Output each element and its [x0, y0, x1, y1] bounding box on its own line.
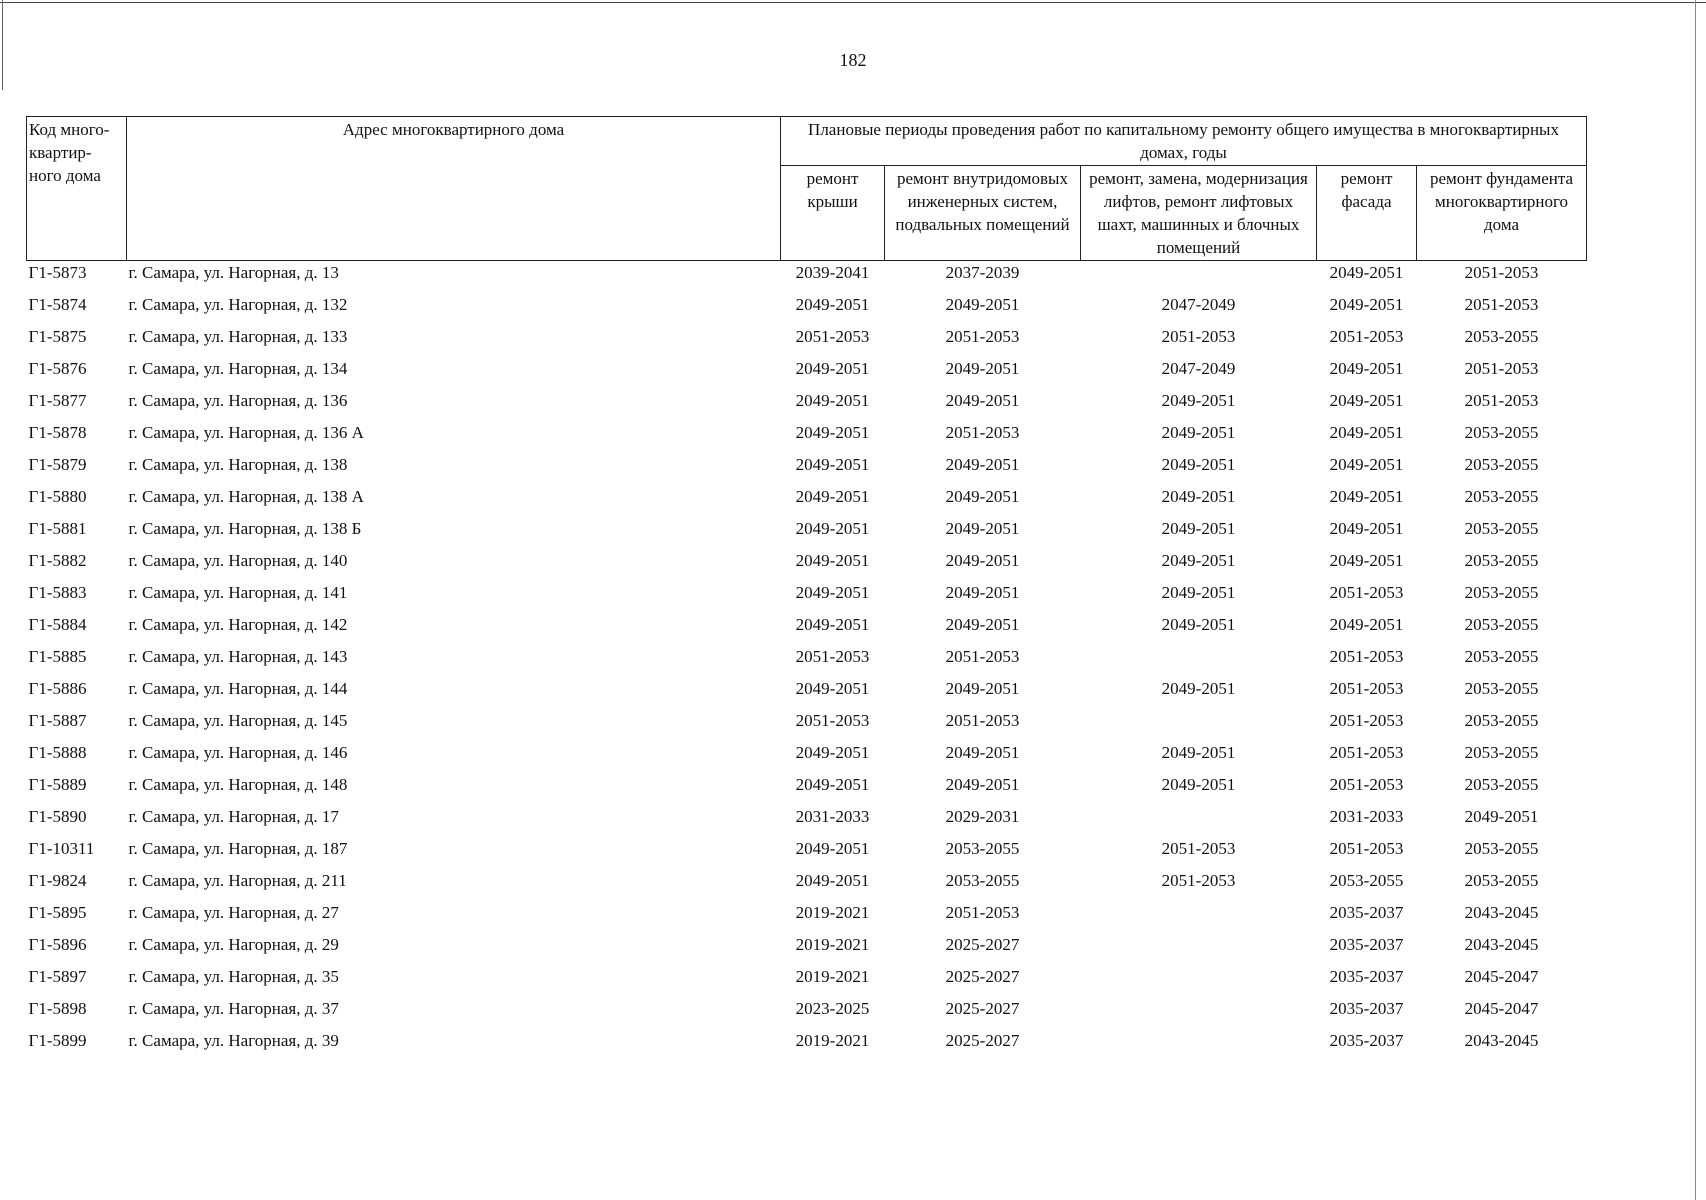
table-row: [27, 967, 1587, 999]
cell-foundation: 2053-2055: [1464, 615, 1539, 634]
cell-engineering: 2049-2051: [945, 295, 1020, 314]
cell-facade: 2035-2037: [1329, 1031, 1404, 1050]
cell-facade: 2051-2053: [1329, 711, 1404, 730]
cell-facade: 2051-2053: [1329, 839, 1404, 858]
cell-foundation: 2043-2045: [1464, 903, 1539, 922]
cell-code: Г1-5890: [28, 807, 87, 826]
cell-engineering: 2049-2051: [945, 359, 1020, 378]
cell-elevators: 2049-2051: [1161, 455, 1236, 474]
cell-elevators: 2047-2049: [1161, 295, 1236, 314]
cell-roof: 2051-2053: [795, 327, 870, 346]
cell-roof: 2049-2051: [795, 391, 870, 410]
cell-facade: 2035-2037: [1329, 935, 1404, 954]
cell-address: г. Самара, ул. Нагорная, д. 13: [128, 263, 339, 282]
cell-elevators: 2049-2051: [1161, 423, 1236, 442]
cell-elevators: [1081, 967, 1317, 999]
table-body: [27, 261, 1587, 1064]
cell-facade: 2049-2051: [1329, 423, 1404, 442]
cell-facade: 2053-2055: [1329, 871, 1404, 890]
table-row: [27, 615, 1587, 647]
cell-code: Г1-5879: [28, 455, 87, 474]
cell-code: Г1-9824: [28, 871, 87, 890]
cell-code: Г1-5888: [28, 743, 87, 762]
left-border-line: [2, 0, 3, 90]
cell-address: г. Самара, ул. Нагорная, д. 142: [128, 615, 348, 634]
cell-foundation: 2045-2047: [1464, 967, 1539, 986]
cell-facade: 2051-2053: [1329, 775, 1404, 794]
cell-engineering: 2051-2053: [945, 423, 1020, 442]
cell-address: г. Самара, ул. Нагорная, д. 138 А: [128, 487, 364, 506]
cell-code: Г1-5873: [28, 263, 87, 282]
cell-elevators: 2049-2051: [1161, 679, 1236, 698]
table-row: [27, 1031, 1587, 1063]
cell-engineering: 2051-2053: [945, 327, 1020, 346]
top-border-line: [0, 2, 1706, 3]
cell-elevators: [1081, 807, 1317, 839]
cell-engineering: 2025-2027: [945, 1031, 1020, 1050]
cell-engineering: 2049-2051: [945, 551, 1020, 570]
cell-elevators: [1081, 1031, 1317, 1063]
cell-code: Г1-10311: [28, 839, 95, 858]
cell-elevators: 2047-2049: [1161, 359, 1236, 378]
col-header-foundation: ремонт фундамента многоквартирного дома: [1417, 166, 1587, 261]
cell-foundation: 2053-2055: [1464, 487, 1539, 506]
cell-elevators: 2049-2051: [1161, 487, 1236, 506]
table-row: [27, 871, 1587, 903]
cell-code: Г1-5874: [28, 295, 87, 314]
cell-roof: 2049-2051: [795, 519, 870, 538]
cell-address: г. Самара, ул. Нагорная, д. 134: [128, 359, 348, 378]
cell-code: Г1-5899: [28, 1031, 87, 1050]
cell-foundation: 2051-2053: [1464, 359, 1539, 378]
cell-engineering: 2051-2053: [945, 647, 1020, 666]
cell-roof: 2019-2021: [795, 903, 870, 922]
cell-roof: 2019-2021: [795, 935, 870, 954]
cell-address: г. Самара, ул. Нагорная, д. 145: [128, 711, 348, 730]
cell-roof: 2049-2051: [795, 871, 870, 890]
cell-roof: 2049-2051: [795, 615, 870, 634]
cell-foundation: 2053-2055: [1464, 551, 1539, 570]
cell-foundation: 2043-2045: [1464, 935, 1539, 954]
cell-facade: 2049-2051: [1329, 615, 1404, 634]
cell-facade: 2049-2051: [1329, 359, 1404, 378]
cell-foundation: 2053-2055: [1464, 871, 1539, 890]
cell-address: г. Самара, ул. Нагорная, д. 133: [128, 327, 348, 346]
cell-address: г. Самара, ул. Нагорная, д. 29: [128, 935, 339, 954]
cell-code: Г1-5882: [28, 551, 87, 570]
cell-code: Г1-5885: [28, 647, 87, 666]
cell-elevators: 2051-2053: [1161, 839, 1236, 858]
cell-elevators: [1081, 711, 1317, 743]
cell-engineering: 2025-2027: [945, 935, 1020, 954]
cell-code: Г1-5889: [28, 775, 87, 794]
table-row: [27, 775, 1587, 807]
cell-engineering: 2051-2053: [945, 711, 1020, 730]
col-header-code: Код много-квартир-ного дома: [27, 117, 127, 261]
cell-code: Г1-5878: [28, 423, 87, 442]
cell-facade: 2049-2051: [1329, 519, 1404, 538]
cell-engineering: 2049-2051: [945, 679, 1020, 698]
cell-code: Г1-5886: [28, 679, 87, 698]
table-row: [27, 487, 1587, 519]
table-row: [27, 711, 1587, 743]
cell-foundation: 2053-2055: [1464, 775, 1539, 794]
cell-address: г. Самара, ул. Нагорная, д. 132: [128, 295, 348, 314]
cell-engineering: 2049-2051: [945, 455, 1020, 474]
cell-engineering: 2049-2051: [945, 615, 1020, 634]
cell-foundation: 2051-2053: [1464, 263, 1539, 282]
cell-address: г. Самара, ул. Нагорная, д. 138: [128, 455, 348, 474]
cell-elevators: 2049-2051: [1161, 519, 1236, 538]
table-row: [27, 839, 1587, 871]
cell-code: Г1-5895: [28, 903, 87, 922]
cell-roof: 2049-2051: [795, 359, 870, 378]
cell-elevators: 2051-2053: [1161, 871, 1236, 890]
table-row: [27, 935, 1587, 967]
cell-engineering: 2053-2055: [945, 839, 1020, 858]
cell-foundation: 2053-2055: [1464, 647, 1539, 666]
page-number: 182: [839, 50, 867, 70]
cell-code: Г1-5883: [28, 583, 87, 602]
cell-code: Г1-5896: [28, 935, 87, 954]
table-header: [27, 117, 1587, 261]
cell-address: г. Самара, ул. Нагорная, д. 17: [128, 807, 339, 826]
cell-elevators: [1081, 903, 1317, 935]
cell-elevators: 2049-2051: [1161, 551, 1236, 570]
cell-foundation: 2043-2045: [1464, 1031, 1539, 1050]
col-header-facade: ремонт фасада: [1317, 166, 1417, 261]
cell-foundation: 2053-2055: [1464, 743, 1539, 762]
cell-elevators: [1081, 261, 1317, 296]
cell-code: Г1-5897: [28, 967, 87, 986]
cell-foundation: 2053-2055: [1464, 519, 1539, 538]
cell-facade: 2051-2053: [1329, 679, 1404, 698]
cell-roof: 2049-2051: [795, 455, 870, 474]
cell-address: г. Самара, ул. Нагорная, д. 146: [128, 743, 348, 762]
cell-engineering: 2025-2027: [945, 967, 1020, 986]
table-row: [27, 261, 1587, 296]
cell-foundation: 2045-2047: [1464, 999, 1539, 1018]
cell-facade: 2031-2033: [1329, 807, 1404, 826]
table-row: [27, 583, 1587, 615]
cell-roof: 2039-2041: [795, 263, 870, 282]
col-header-engineering: ремонт внутридомовых инженерных систем, подвальных помещений: [885, 166, 1081, 261]
cell-elevators: 2049-2051: [1161, 775, 1236, 794]
table-row: [27, 743, 1587, 775]
cell-roof: 2049-2051: [795, 743, 870, 762]
cell-facade: 2049-2051: [1329, 551, 1404, 570]
cell-facade: 2049-2051: [1329, 295, 1404, 314]
cell-code: Г1-5884: [28, 615, 87, 634]
col-header-address: Адрес многоквартирного дома: [127, 117, 781, 261]
cell-foundation: 2049-2051: [1464, 807, 1539, 826]
cell-roof: 2049-2051: [795, 839, 870, 858]
cell-facade: 2051-2053: [1329, 647, 1404, 666]
cell-elevators: [1081, 647, 1317, 679]
cell-roof: 2049-2051: [795, 423, 870, 442]
cell-address: г. Самара, ул. Нагорная, д. 136 А: [128, 423, 364, 442]
cell-engineering: 2053-2055: [945, 871, 1020, 890]
cell-address: г. Самара, ул. Нагорная, д. 27: [128, 903, 339, 922]
cell-address: г. Самара, ул. Нагорная, д. 140: [128, 551, 348, 570]
cell-roof: 2049-2051: [795, 679, 870, 698]
cell-foundation: 2053-2055: [1464, 423, 1539, 442]
cell-roof: 2051-2053: [795, 711, 870, 730]
cell-roof: 2019-2021: [795, 1031, 870, 1050]
cell-facade: 2035-2037: [1329, 903, 1404, 922]
right-border-line: [1695, 0, 1696, 1200]
cell-engineering: 2049-2051: [945, 743, 1020, 762]
cell-foundation: 2053-2055: [1464, 711, 1539, 730]
cell-engineering: 2049-2051: [945, 775, 1020, 794]
cell-roof: 2049-2051: [795, 775, 870, 794]
cell-code: Г1-5877: [28, 391, 87, 410]
cell-engineering: 2049-2051: [945, 487, 1020, 506]
cell-foundation: 2053-2055: [1464, 679, 1539, 698]
cell-address: г. Самара, ул. Нагорная, д. 39: [128, 1031, 339, 1050]
cell-address: г. Самара, ул. Нагорная, д. 143: [128, 647, 348, 666]
table-row: [27, 647, 1587, 679]
cell-address: г. Самара, ул. Нагорная, д. 187: [128, 839, 348, 858]
cell-address: г. Самара, ул. Нагорная, д. 144: [128, 679, 348, 698]
col-header-elevators: ремонт, замена, модернизация лифтов, ремонт лифтовых шахт, машинных и блочных помещений: [1081, 166, 1317, 261]
cell-address: г. Самара, ул. Нагорная, д. 148: [128, 775, 348, 794]
table-row: [27, 807, 1587, 839]
table-row: [27, 903, 1587, 935]
cell-facade: 2051-2053: [1329, 743, 1404, 762]
cell-facade: 2049-2051: [1329, 391, 1404, 410]
repair-schedule-table: [26, 116, 1587, 1063]
cell-engineering: 2037-2039: [945, 263, 1020, 282]
cell-engineering: 2049-2051: [945, 583, 1020, 602]
cell-elevators: 2049-2051: [1161, 391, 1236, 410]
table-row: [27, 455, 1587, 487]
cell-elevators: 2049-2051: [1161, 615, 1236, 634]
cell-code: Г1-5876: [28, 359, 87, 378]
table-row: [27, 359, 1587, 391]
cell-roof: 2049-2051: [795, 295, 870, 314]
cell-facade: 2035-2037: [1329, 999, 1404, 1018]
cell-roof: 2049-2051: [795, 583, 870, 602]
cell-code: Г1-5887: [28, 711, 87, 730]
cell-address: г. Самара, ул. Нагорная, д. 37: [128, 999, 339, 1018]
cell-address: г. Самара, ул. Нагорная, д. 136: [128, 391, 348, 410]
table-row: [27, 423, 1587, 455]
table-row: [27, 295, 1587, 327]
table-row: [27, 551, 1587, 583]
cell-roof: 2049-2051: [795, 551, 870, 570]
cell-facade: 2049-2051: [1329, 263, 1404, 282]
table-row: [27, 519, 1587, 551]
cell-address: г. Самара, ул. Нагорная, д. 138 Б: [128, 519, 362, 538]
cell-engineering: 2051-2053: [945, 903, 1020, 922]
table-row: [27, 327, 1587, 359]
cell-roof: 2019-2021: [795, 967, 870, 986]
cell-elevators: 2049-2051: [1161, 743, 1236, 762]
cell-facade: 2051-2053: [1329, 327, 1404, 346]
cell-elevators: 2051-2053: [1161, 327, 1236, 346]
cell-elevators: [1081, 999, 1317, 1031]
cell-engineering: 2029-2031: [945, 807, 1020, 826]
cell-facade: 2049-2051: [1329, 455, 1404, 474]
col-header-periods: Плановые периоды проведения работ по капитальному ремонту общего имущества в многоквартирных домах, годы: [781, 117, 1587, 166]
cell-facade: 2051-2053: [1329, 583, 1404, 602]
table-row: [27, 679, 1587, 711]
table-row: [27, 391, 1587, 423]
cell-engineering: 2025-2027: [945, 999, 1020, 1018]
cell-roof: 2023-2025: [795, 999, 870, 1018]
cell-roof: 2031-2033: [795, 807, 870, 826]
cell-foundation: 2053-2055: [1464, 455, 1539, 474]
cell-roof: 2051-2053: [795, 647, 870, 666]
table-row: [27, 999, 1587, 1031]
cell-elevators: [1081, 935, 1317, 967]
cell-elevators: 2049-2051: [1161, 583, 1236, 602]
cell-address: г. Самара, ул. Нагорная, д. 211: [128, 871, 347, 890]
cell-code: Г1-5880: [28, 487, 87, 506]
cell-foundation: 2053-2055: [1464, 839, 1539, 858]
cell-engineering: 2049-2051: [945, 391, 1020, 410]
cell-foundation: 2051-2053: [1464, 391, 1539, 410]
cell-engineering: 2049-2051: [945, 519, 1020, 538]
cell-foundation: 2053-2055: [1464, 327, 1539, 346]
cell-facade: 2049-2051: [1329, 487, 1404, 506]
cell-address: г. Самара, ул. Нагорная, д. 35: [128, 967, 339, 986]
cell-foundation: 2051-2053: [1464, 295, 1539, 314]
cell-address: г. Самара, ул. Нагорная, д. 141: [128, 583, 348, 602]
cell-code: Г1-5881: [28, 519, 87, 538]
cell-facade: 2035-2037: [1329, 967, 1404, 986]
cell-code: Г1-5898: [28, 999, 87, 1018]
cell-foundation: 2053-2055: [1464, 583, 1539, 602]
col-header-roof: ремонт крыши: [781, 166, 885, 261]
cell-code: Г1-5875: [28, 327, 87, 346]
cell-roof: 2049-2051: [795, 487, 870, 506]
